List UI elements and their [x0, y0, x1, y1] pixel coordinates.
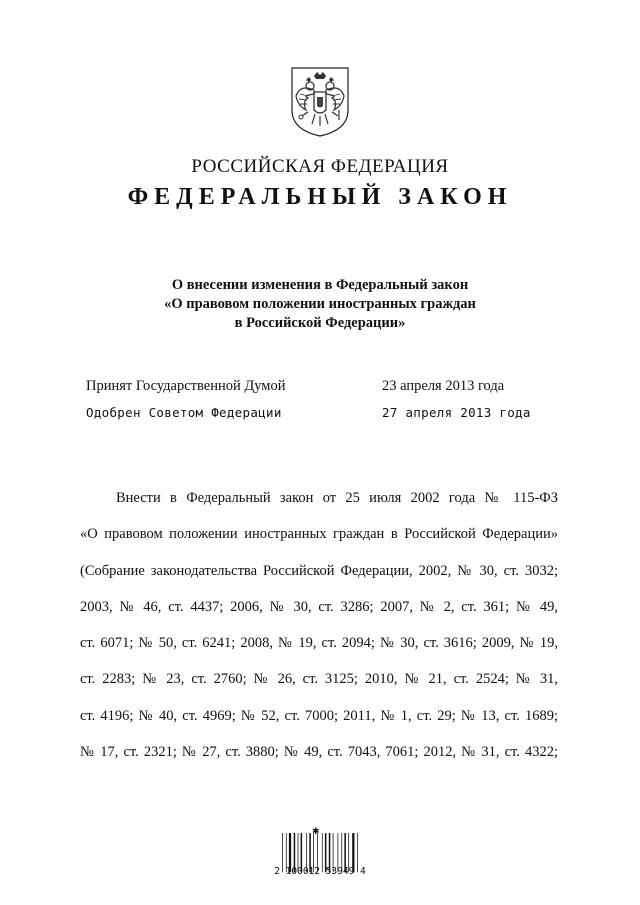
body-line: № 17, ст. 2321; № 27, ст. 3880; № 49, ст. 7043, 7061; 2012, № 31, ст. 4322;: [80, 744, 558, 761]
body-line: «О правовом положении иностранных граждан в Российской Федерации»: [80, 526, 558, 543]
duma-approval-label: Принят Государственной Думой: [86, 378, 286, 394]
body-line: ст. 2283; № 23, ст. 2760; № 26, ст. 3125; 2010, № 21, ст. 2524; № 31,: [80, 671, 558, 688]
barcode-mark-icon: ✱: [312, 826, 320, 836]
law-body-text: [80, 480, 558, 770]
council-approval-date: 27 апреля 2013 года: [382, 405, 531, 420]
law-title-line: в Российской Федерации»: [234, 315, 406, 331]
country-name: РОССИЙСКАЯ ФЕДЕРАЦИЯ: [191, 156, 449, 177]
council-approval-label: Одобрен Советом Федерации: [86, 405, 282, 420]
law-title-line: О внесении изменения в Федеральный закон: [171, 277, 469, 293]
barcode-number: 2 100012 53949 4: [274, 866, 366, 877]
body-line: ст. 4196; № 40, ст. 4969; № 52, ст. 7000; 2011, № 1, ст. 29; № 13, ст. 1689;: [80, 707, 558, 724]
law-title: [0, 276, 640, 333]
body-line: ст. 6071; № 50, ст. 6241; 2008, № 19, ст. 2094; № 30, ст. 3616; 2009, № 19,: [80, 635, 558, 652]
document-type: ФЕДЕРАЛЬНЫЙ ЗАКОН: [127, 184, 513, 210]
russian-coat-of-arms-icon: [288, 66, 352, 138]
body-line: (Собрание законодательства Российской Федерации, 2002, № 30, ст. 3032;: [80, 562, 558, 579]
body-line: 2003, № 46, ст. 4437; 2006, № 30, ст. 3286; 2007, № 2, ст. 361; № 49,: [80, 598, 558, 615]
duma-approval-date: 23 апреля 2013 года: [382, 378, 505, 394]
body-line: Внести в Федеральный закон от 25 июля 2002 года № 115-ФЗ: [116, 490, 558, 506]
law-title-line: «О правовом положении иностранных граждан: [164, 296, 476, 312]
